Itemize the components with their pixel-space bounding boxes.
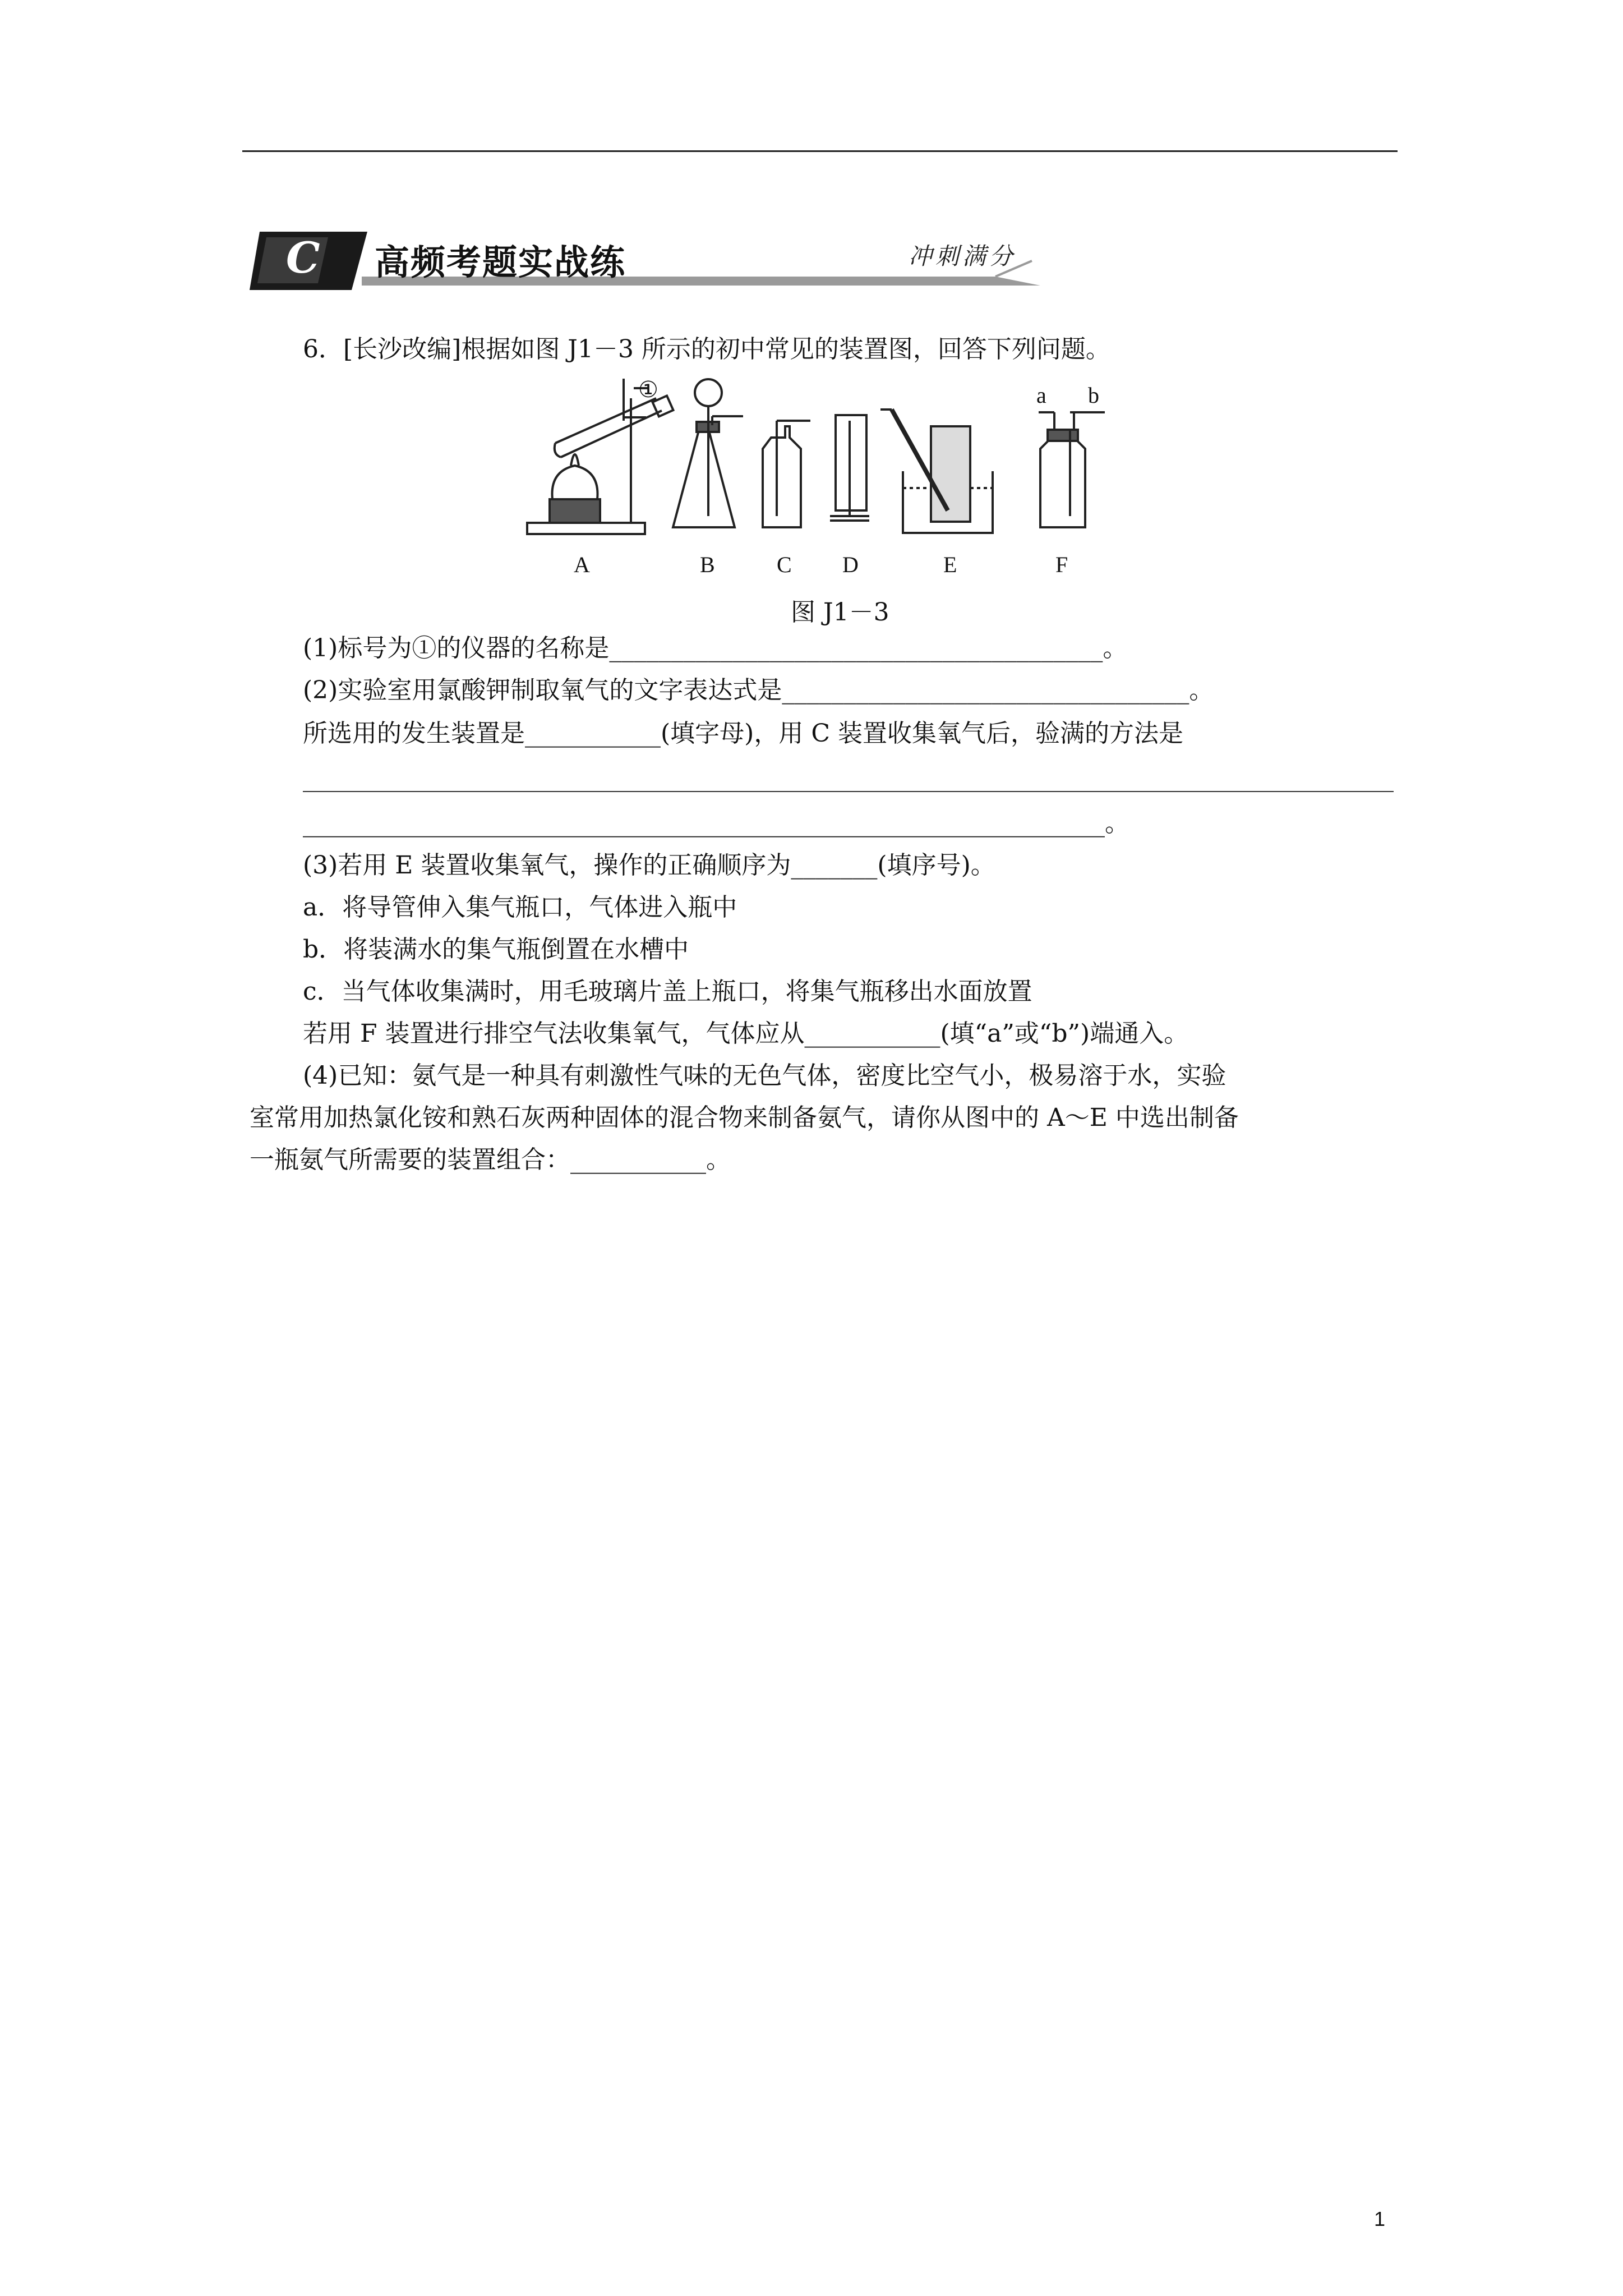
section-badge-letter: C xyxy=(286,233,320,283)
q3-option-b: b．将装满水的集气瓶倒置在水槽中 xyxy=(303,935,689,964)
answer-blank-line xyxy=(303,791,1394,792)
label-e: E xyxy=(943,552,957,577)
label-port-b: b xyxy=(1088,383,1099,408)
apparatus-labels xyxy=(522,376,1183,589)
q3-option-c: c．当气体收集满时，用毛玻璃片盖上瓶口，将集气瓶移出水面放置 xyxy=(303,977,1032,1006)
label-a: A xyxy=(574,552,590,577)
question-stem: 6．[长沙改编]根据如图 J1－3 所示的初中常见的装置图，回答下列问题。 xyxy=(303,335,1110,364)
q3-followup-line: 若用 F 装置进行排空气法收集氧气，气体应从___________(填“a”或“b”)端通入。 xyxy=(303,1019,1189,1048)
header-rule xyxy=(242,150,1398,152)
page-number: 1 xyxy=(1374,2207,1386,2230)
q4-line-2: 室常用加热氯化铵和熟石灰两种固体的混合物来制备氨气，请你从图中的 A～E 中选出制备 xyxy=(250,1103,1239,1132)
q3-option-a: a．将导管伸入集气瓶口，气体进入瓶中 xyxy=(303,893,737,922)
label-b: B xyxy=(700,552,715,577)
q1-line: (1)标号为①的仪器的名称是________________________________________。 xyxy=(303,634,1128,662)
q2-followup-line: 所选用的发生装置是___________(填字母)，用 C 装置收集氧气后，验满的方法是 xyxy=(303,719,1183,748)
q4-line-1: (4)已知：氨气是一种具有刺激性气味的无色气体，密度比空气小，极易溶于水，实验 xyxy=(303,1061,1227,1090)
label-c: C xyxy=(777,552,792,577)
section-tag: 冲刺满分 xyxy=(909,242,1017,270)
q2-answer-line: _________________________________________________________________。 xyxy=(303,809,1129,838)
q4-line-3: 一瓶氨气所需要的装置组合：___________。 xyxy=(250,1145,731,1174)
figure-caption: 图 J1－3 xyxy=(791,598,889,627)
label-d: D xyxy=(842,552,859,577)
q3-line: (3)若用 E 装置收集氧气，操作的正确顺序为_______(填序号)。 xyxy=(303,851,995,880)
label-port-a: a xyxy=(1036,383,1046,408)
section-title: 高频考题实战练 xyxy=(375,242,626,283)
q2-line: (2)实验室用氯酸钾制取氧气的文字表达式是_________________________________。 xyxy=(303,676,1214,705)
label-circled-1: ① xyxy=(638,377,658,402)
label-f: F xyxy=(1055,552,1068,577)
